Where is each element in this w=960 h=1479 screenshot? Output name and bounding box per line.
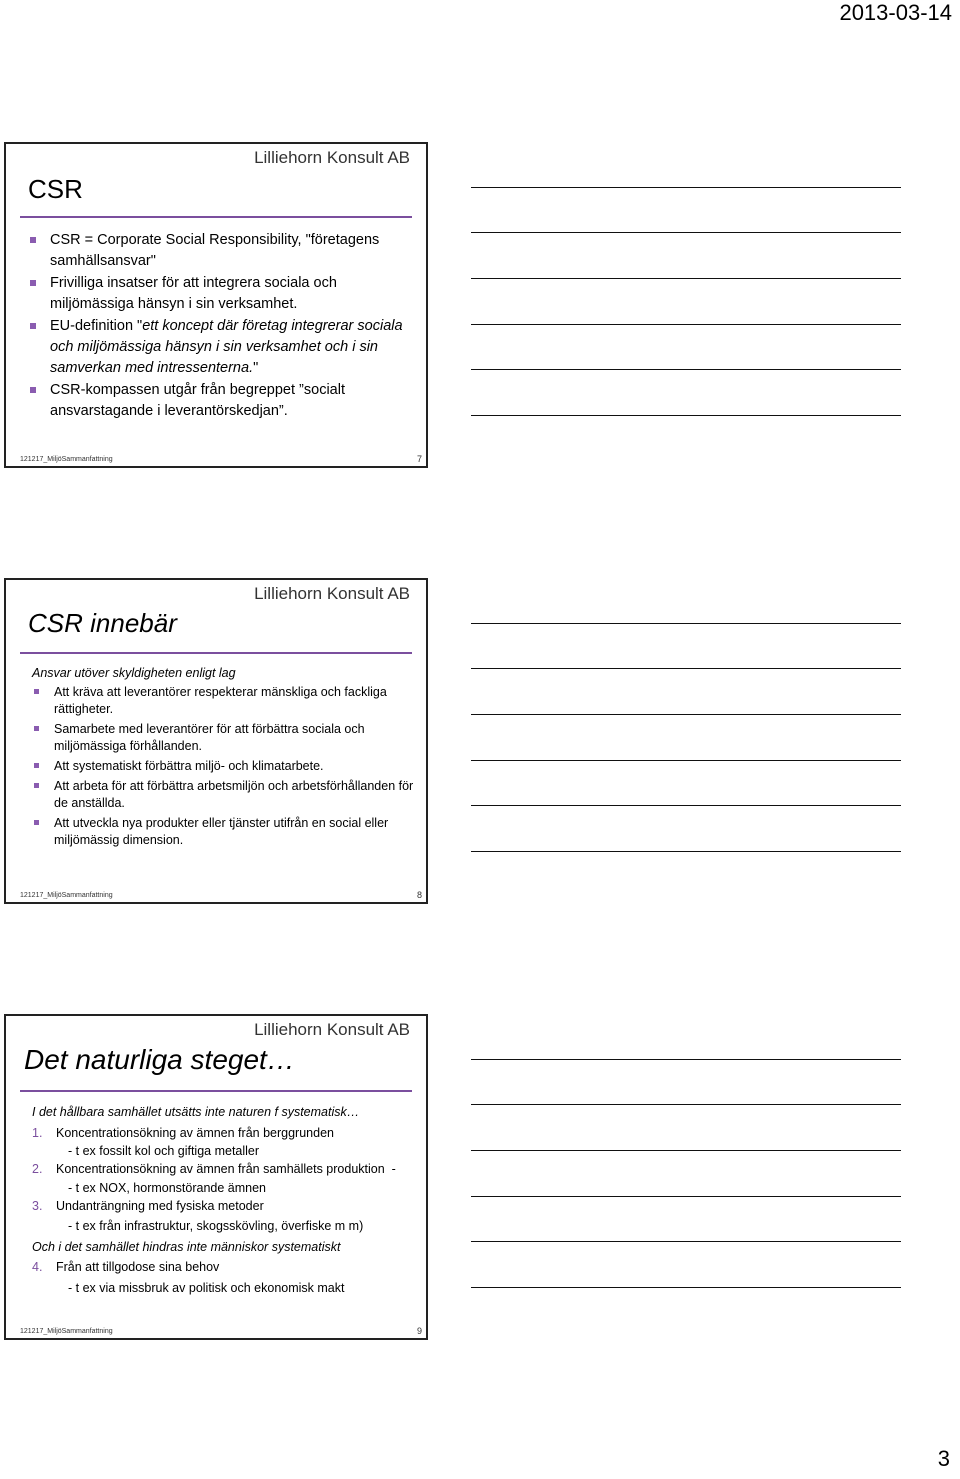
slide-footer: 121217_MiljöSammanfattning [20,892,113,899]
slide-number: 9 [416,1326,422,1336]
numbered-item: 3. Undanträngning med fysiska metoder [32,1198,264,1213]
note-line [471,668,901,669]
note-line [471,714,901,715]
numbered-subitem: - t ex fossilt kol och giftiga metaller [68,1144,260,1158]
note-line [471,805,901,806]
company-name: Lilliehorn Konsult AB [254,584,410,603]
slide-intro: I det hållbara samhället utsätts inte naturen f systematisk… [32,1105,360,1119]
slide-csr [4,142,428,468]
numbered-subitem: - t ex från infrastruktur, skogsskövling, överfiske m m) [68,1219,364,1233]
numbered-subitem: - t ex NOX, hormonstörande ämnen [68,1180,267,1195]
note-line [471,324,901,325]
note-line [471,851,901,852]
bullet-item: Att arbeta för att förbättra arbetsmiljön och arbetsförhållanden för de anställda. [32,778,414,812]
note-line [471,187,901,188]
slide-csr-innebar [4,578,428,904]
slide-title: CSR [28,174,83,204]
bullet-item: Att kräva att leverantörer respekterar mänskliga och fackliga rättigheter. [32,684,414,718]
slide-footer: 121217_MiljöSammanfattning [20,456,113,463]
slide-body [32,664,414,852]
company-name: Lilliehorn Konsult AB [254,1020,410,1039]
title-divider [20,216,412,218]
note-line [471,1104,901,1105]
slide-title: CSR innebär [28,608,177,638]
numbered-item: 2. Koncentrationsökning av ämnen från samhällets produktion - [32,1162,396,1176]
note-line [471,1150,901,1151]
note-line [471,232,901,233]
bullet-item: Samarbete med leverantörer för att förbättra sociala och miljömässiga förhållanden. [32,721,414,755]
header-date: 2013-03-14 [839,0,952,25]
page-number: 3 [937,1446,950,1471]
note-line [471,369,901,370]
note-line [471,1196,901,1197]
title-divider [20,652,412,654]
company-name: Lilliehorn Konsult AB [254,148,410,167]
numbered-item: 4. Från att tillgodose sina behov [32,1260,220,1274]
bullet-item: CSR = Corporate Social Responsibility, "företagens samhällsansvar" [28,230,414,272]
note-line [471,760,901,761]
note-line [471,415,901,416]
note-line [471,623,901,624]
slide-intro: Ansvar utöver skyldigheten enligt lag [32,666,236,680]
bullet-item: Frivilliga insatser för att integrera sociala och miljömässiga hänsyn i sin verksamhet. [28,273,414,315]
slide-body [32,1102,414,1298]
bullet-item: CSR-kompassen utgår från begreppet ”socialt ansvarstagande i leverantörskedjan”. [28,380,414,422]
slide-title: Det naturliga steget… [24,1044,295,1075]
note-line [471,278,901,279]
slide-det-naturliga-steget [4,1014,428,1340]
slide-footer: 121217_MiljöSammanfattning [20,1328,113,1335]
slide-number: 7 [416,454,422,464]
bullet-item: Att systematiskt förbättra miljö- och klimatarbete. [32,758,414,775]
numbered-subitem: - t ex via missbruk av politisk och ekonomisk makt [68,1280,345,1295]
slide-body [28,230,414,423]
bullet-item: Att utveckla nya produkter eller tjänster utifrån en social eller miljömässig dimension. [32,815,414,849]
slide-intro-2: Och i det samhället hindras inte människor systematiskt [32,1239,341,1254]
note-line [471,1241,901,1242]
bullet-item: EU-definition "ett koncept där företag integrerar sociala och miljömässiga hänsyn i sin verksamhet och i sin samverkan med intressenterna." [28,316,414,379]
slide-number: 8 [416,890,422,900]
numbered-item: 1. Koncentrationsökning av ämnen från berggrunden [32,1125,334,1140]
note-line [471,1059,901,1060]
title-divider [20,1090,412,1092]
note-line [471,1287,901,1288]
